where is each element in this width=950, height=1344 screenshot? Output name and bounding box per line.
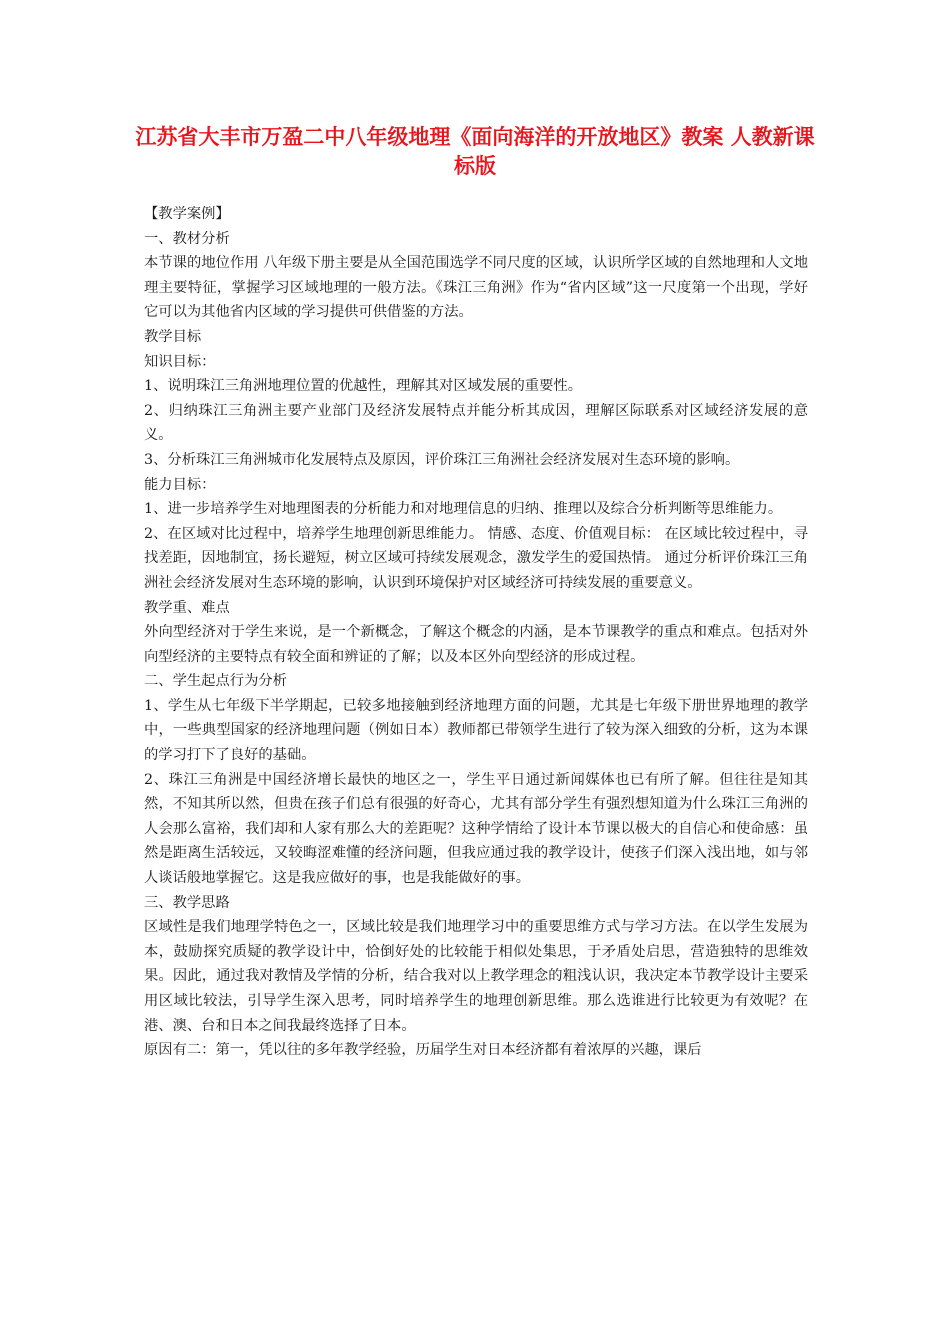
heading-textbook-analysis: 一、教材分析 (144, 230, 230, 247)
ability-goal-1: 1、进一步培养学生对地理图表的分析能力和对地理信息的归纳、推理以及综合分析判断等思维能力。 (144, 501, 783, 518)
heading-knowledge-goals: 知识目标： (144, 353, 216, 370)
paragraph-key-points: 外向型经济对于学生来说，是一个新概念，了解这个概念的内涵，是本节课教学的重点和难点。包括对外向型经济的主要特点有较全面和辨证的了解；以及本区外向型经济的形成过程。 (144, 624, 808, 665)
student-analysis-2: 2、珠江三角洲是中国经济增长最快的地区之一，学生平日通过新闻媒体也已有所了解。但往往是知其然，不知其所以然，但贵在孩子们总有很强的好奇心，尤其有部分学生有强烈想知道为什么珠江三角洲的人会那么富裕，我们却和人家有那么大的差距呢？这种学情给了设计本节课以极大的自信心和使命感：虽然是距离生活较远，又较晦涩难懂的经济问题，但我应通过我的教学设计，使孩子们深入浅出地，如与邻人谈话般地掌握它。这是我应做好的事，也是我能做好的事。 (144, 771, 808, 887)
document-title: 江苏省大丰市万盈二中八年级地理《面向海洋的开放地区》教案 人教新课标版 (135, 124, 815, 178)
paragraph-reasons: 原因有二：第一，凭以往的多年教学经验，历届学生对日本经济都有着浓厚的兴趣，课后 (144, 1042, 702, 1059)
heading-teaching-goals: 教学目标 (144, 328, 202, 345)
paragraph-role: 本节课的地位作用 八年级下册主要是从全国范围选学不同尺度的区域，认识所学区域的自然地理和人文地理主要特征，掌握学习区域地理的一般方法。《珠江三角洲》作为“省内区域”这一尺度第一个出现，学好它可以为其他省内区域的学习提供可供借鉴的方法。 (144, 255, 808, 321)
paragraph-teaching-approach: 区域性是我们地理学特色之一，区域比较是我们地理学习中的重要思维方式与学习方法。在以学生发展为本，鼓励探究质疑的教学设计中，恰倒好处的比较能于相似处集思，于矛盾处启思，营造独特的思维效果。因此，通过我对教情及学情的分析，结合我对以上教学理念的粗浅认识，我决定本节教学设计主要采用区域比较法，引导学生深入思考，同时培养学生的地理创新思维。那么选谁进行比较更为有效呢？在港、澳、台和日本之间我最终选择了日本。 (144, 919, 808, 1034)
student-analysis-1: 1、学生从七年级下半学期起，已较多地接触到经济地理方面的问题，尤其是七年级下册世界地理的教学中，一些典型国家的经济地理问题（例如日本）教师都已带领学生进行了较为深入细致的分析，这为本课的学习打下了良好的基础。 (144, 697, 808, 764)
section-label-teaching-case: 【教学案例】 (144, 206, 230, 222)
heading-student-analysis: 二、学生起点行为分析 (144, 673, 287, 690)
document-body (144, 202, 808, 1063)
heading-teaching-approach: 三、教学思路 (144, 894, 230, 911)
knowledge-goal-3: 3、分析珠江三角洲城市化发展特点及原因，评价珠江三角洲社会经济发展对生态环境的影响。 (144, 451, 740, 468)
knowledge-goal-1: 1、说明珠江三角洲地理位置的优越性，理解其对区域发展的重要性。 (144, 378, 582, 395)
ability-goal-2: 2、在区域对比过程中，培养学生地理创新思维能力。 情感、态度、价值观目标： 在区域比较过程中，寻找差距，因地制宜，扬长避短，树立区域可持续发展观念，激发学生的爱国热情。 通过分析评价珠江三角洲社会经济发展对生态环境的影响，认识到环境保护对区域经济可持续发展的重要意义。 (144, 525, 808, 591)
heading-key-points: 教学重、难点 (144, 599, 230, 616)
heading-ability-goals: 能力目标： (144, 476, 216, 493)
knowledge-goal-2: 2、归纳珠江三角洲主要产业部门及经济发展特点并能分析其成因，理解区际联系对区域经济发展的意义。 (144, 402, 808, 444)
